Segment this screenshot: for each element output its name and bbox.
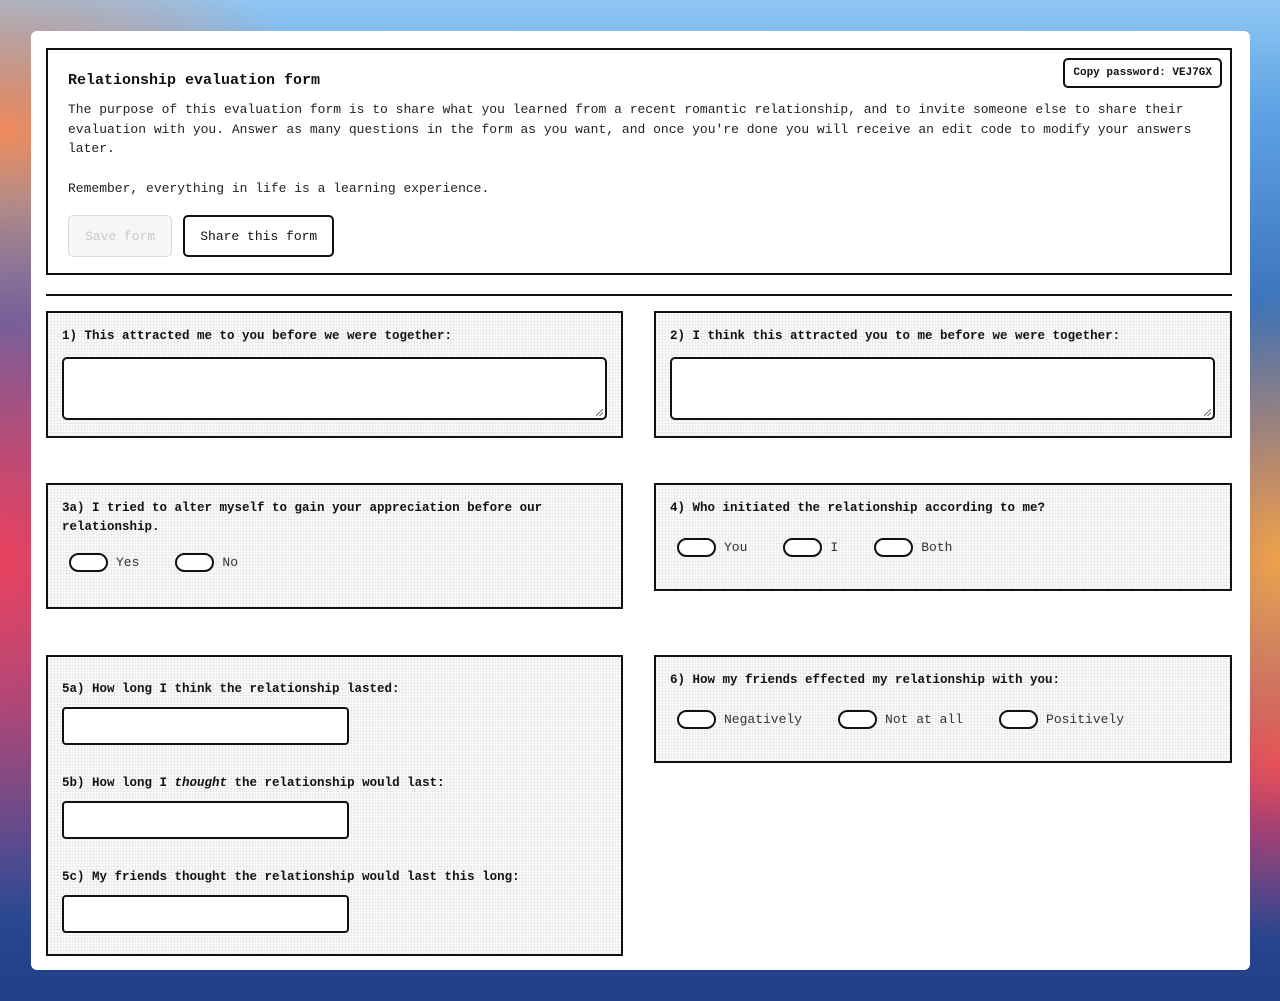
question-card-6 xyxy=(654,655,1232,763)
question-2-textarea[interactable] xyxy=(670,357,1215,420)
question-5b-input[interactable] xyxy=(62,801,349,839)
question-2-label: 2) I think this attracted you to me before we were together: xyxy=(670,329,1121,343)
question-card-4 xyxy=(654,483,1232,591)
question-6-label: 6) How my friends effected my relationship with you: xyxy=(670,673,1061,687)
remember-text: Remember, everything in life is a learning experience. xyxy=(68,180,490,196)
question-5a-label: 5a) How long I think the relationship lasted: xyxy=(62,682,400,696)
radio-you-label: You xyxy=(724,540,748,555)
radio-i[interactable] xyxy=(776,538,838,557)
app-window xyxy=(31,31,1250,970)
resize-handle-icon[interactable] xyxy=(1204,409,1211,416)
question-card-3a xyxy=(46,483,623,609)
question-card-1 xyxy=(46,311,623,438)
radio-yes-label: Yes xyxy=(116,555,140,570)
radio-pill[interactable] xyxy=(874,538,913,557)
radio-positively-label: Positively xyxy=(1046,712,1125,727)
form-description: The purpose of this evaluation form is to share what you learned from a recent romantic relationship, and to invite someone else to share their evaluation with you. Answer as many questions in the form as you want, and once you're done you will receive an edit code to modify your answers later. xyxy=(68,102,1192,156)
radio-pill[interactable] xyxy=(838,710,877,729)
question-6-options xyxy=(670,710,1216,729)
radio-negatively[interactable] xyxy=(670,710,802,729)
intro-panel xyxy=(46,48,1232,275)
form-actions xyxy=(68,215,1210,257)
resize-handle-icon[interactable] xyxy=(596,409,603,416)
radio-i-label: I xyxy=(830,540,839,555)
radio-not-at-all-label: Not at all xyxy=(885,712,964,727)
share-form-button[interactable]: Share this form xyxy=(183,215,334,257)
question-5c-input[interactable] xyxy=(62,895,349,933)
radio-negatively-label: Negatively xyxy=(724,712,803,727)
question-5b-emphasis: thought xyxy=(174,776,228,790)
question-card-5 xyxy=(46,655,623,956)
radio-pill[interactable] xyxy=(677,538,716,557)
save-form-button[interactable]: Save form xyxy=(68,215,172,257)
radio-no-label: No xyxy=(222,555,239,570)
radio-yes[interactable] xyxy=(62,553,139,572)
radio-no[interactable] xyxy=(168,553,238,572)
radio-both[interactable] xyxy=(867,538,952,557)
question-5a-input[interactable] xyxy=(62,707,349,745)
question-5b-prefix: 5b) How long I xyxy=(62,776,175,790)
radio-pill[interactable] xyxy=(999,710,1038,729)
question-5b-label xyxy=(62,774,607,793)
radio-pill[interactable] xyxy=(175,553,214,572)
radio-not-at-all[interactable] xyxy=(831,710,963,729)
section-divider xyxy=(46,294,1232,296)
question-5b-suffix: the relationship would last: xyxy=(227,776,445,790)
page-title: Relationship evaluation form xyxy=(68,72,321,89)
question-5c-label: 5c) My friends thought the relationship would last this long: xyxy=(62,870,520,884)
question-4-label: 4) Who initiated the relationship according to me? xyxy=(670,501,1046,515)
radio-both-label: Both xyxy=(921,540,953,555)
radio-pill[interactable] xyxy=(69,553,108,572)
radio-pill[interactable] xyxy=(783,538,822,557)
question-card-2 xyxy=(654,311,1232,438)
radio-you[interactable] xyxy=(670,538,747,557)
radio-positively[interactable] xyxy=(992,710,1124,729)
question-1-textarea[interactable] xyxy=(62,357,607,420)
question-3a-options xyxy=(62,553,607,572)
question-3a-label: 3a) I tried to alter myself to gain your appreciation before our relationship. xyxy=(62,501,543,534)
question-1-label: 1) This attracted me to you before we were together: xyxy=(62,329,453,343)
question-4-options xyxy=(670,538,1216,557)
radio-pill[interactable] xyxy=(677,710,716,729)
copy-password-button[interactable]: Copy password: VEJ7GX xyxy=(1063,58,1222,88)
